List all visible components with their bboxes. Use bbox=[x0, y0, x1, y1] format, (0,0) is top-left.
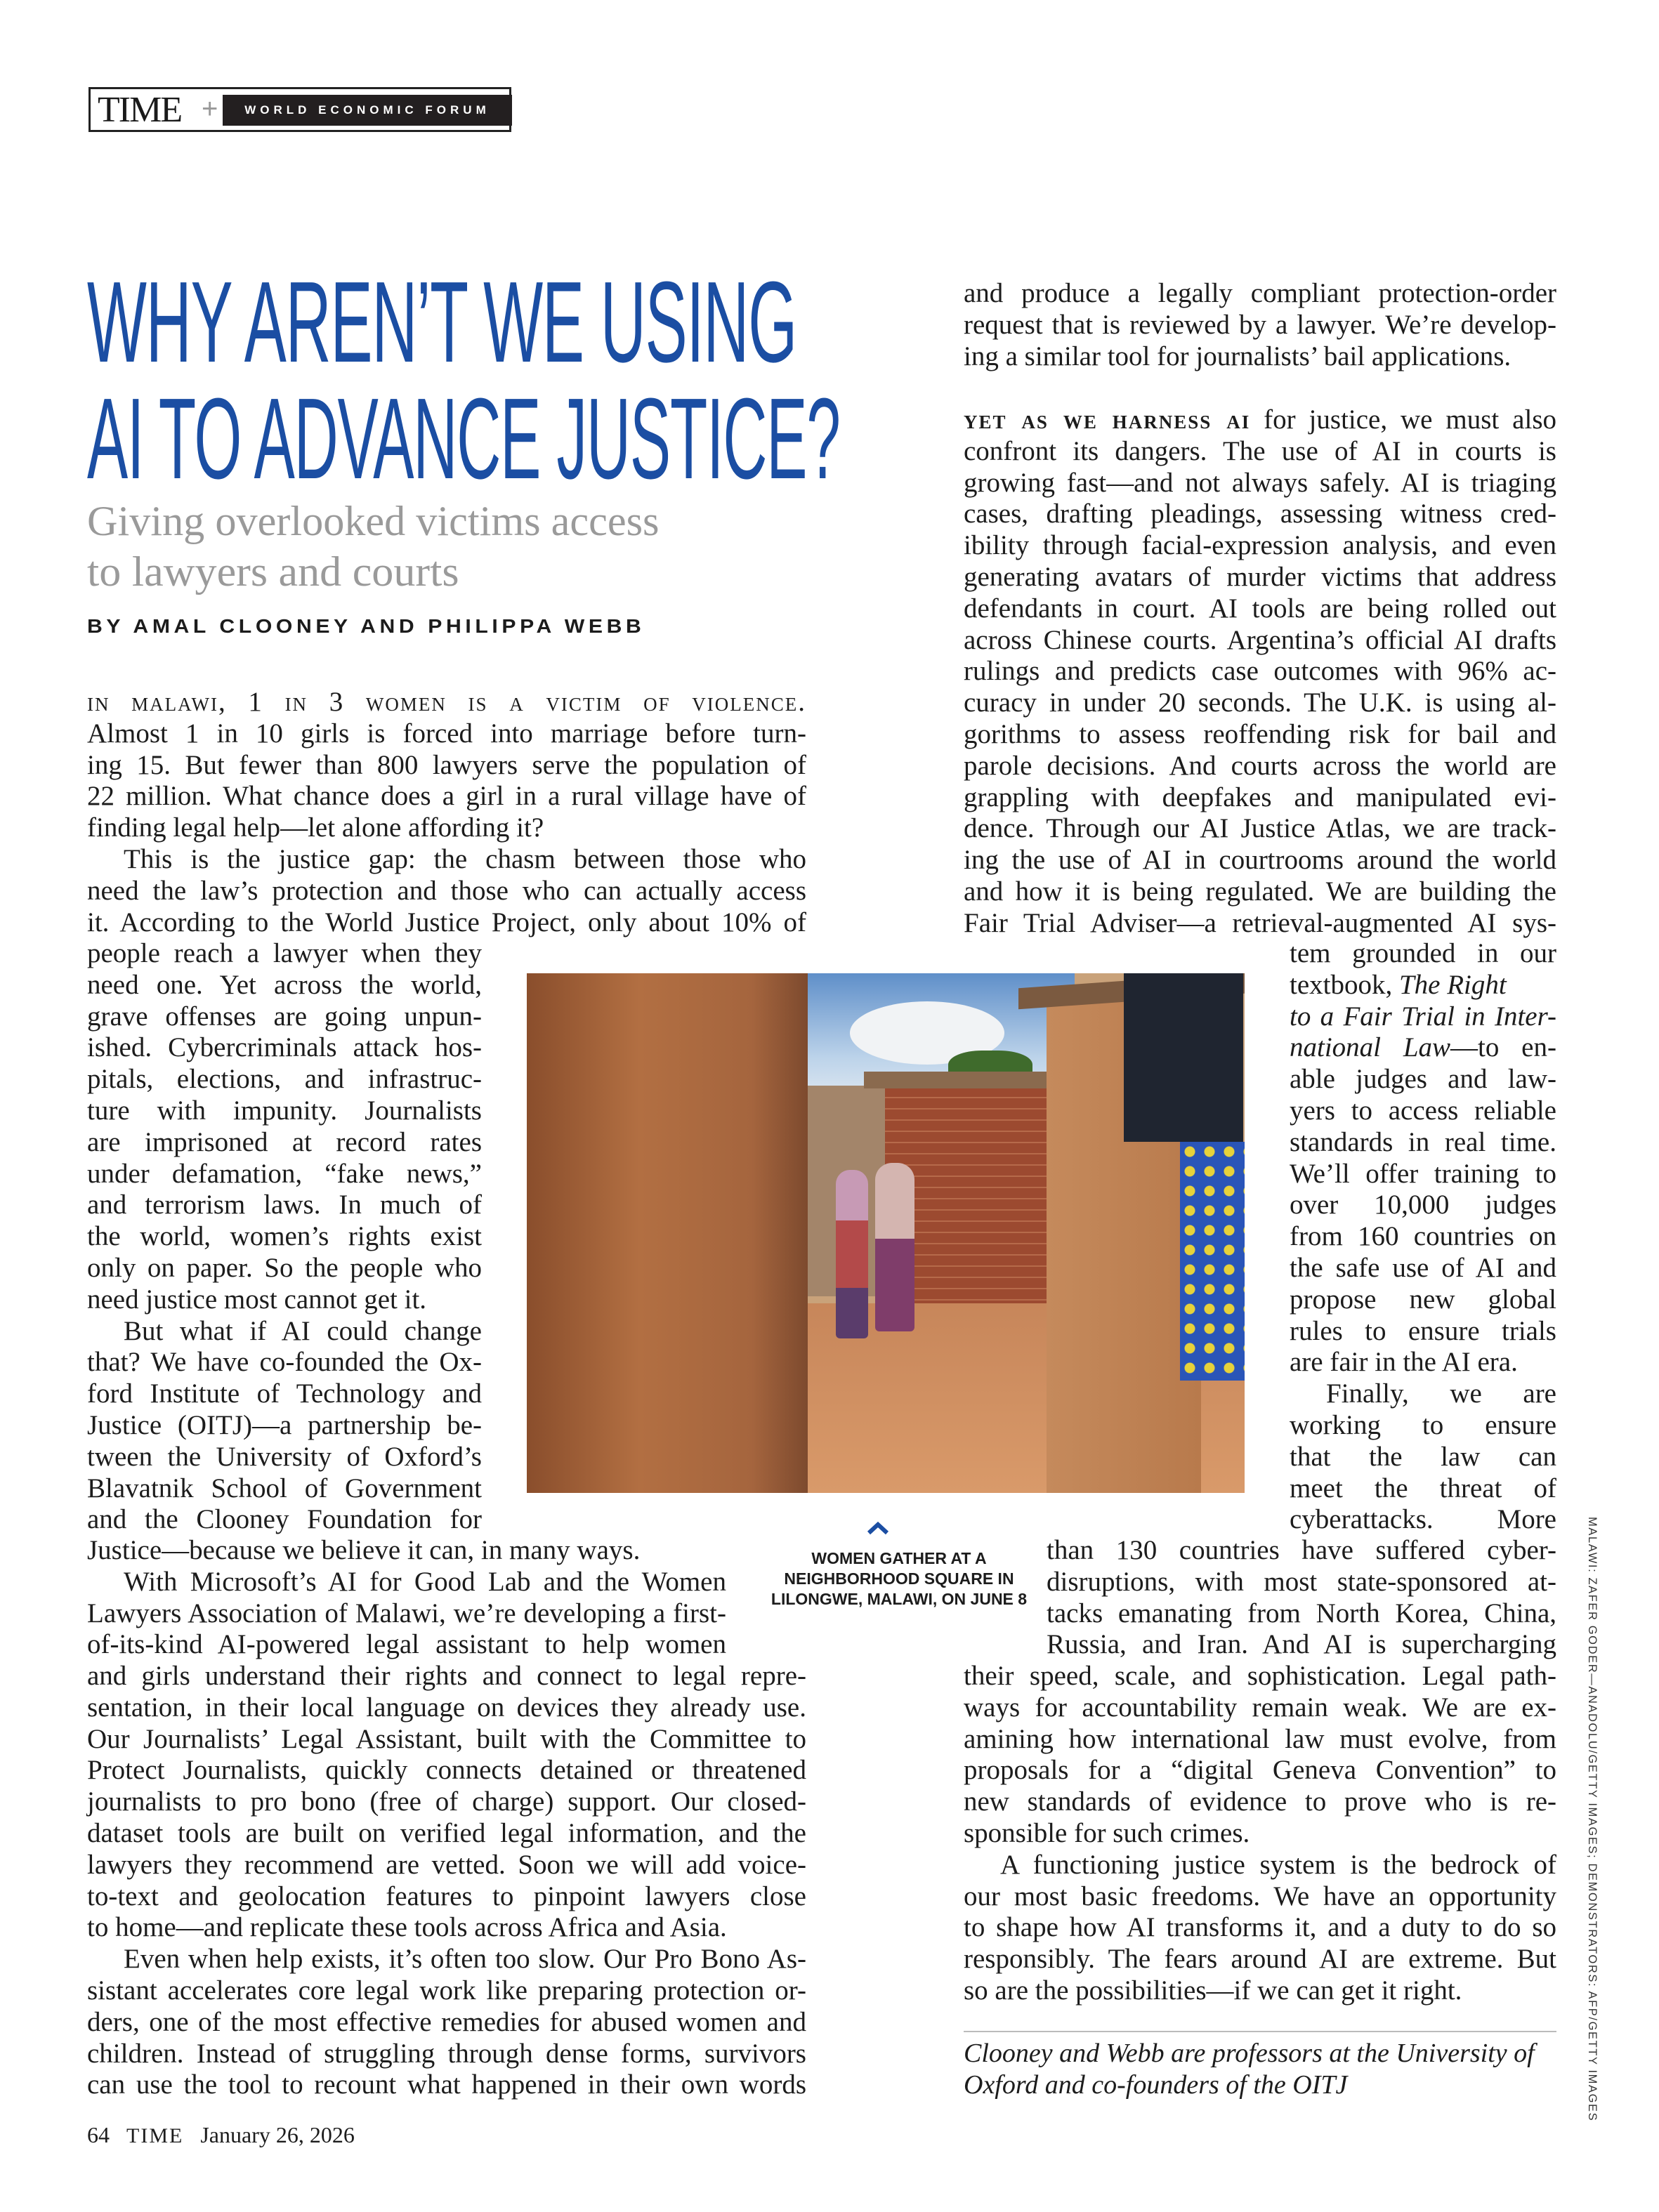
text-line: This is the justice gap: the chasm between those who bbox=[124, 843, 806, 874]
text-line: Lawyers Association of Malawi, we’re developing a first- bbox=[87, 1598, 726, 1628]
subtitle-line-2: to lawyers and courts bbox=[87, 548, 459, 595]
text-line: dence. Through our AI Justice Atlas, we are track- bbox=[964, 813, 1556, 844]
text-line: proposals for a “digital Geneva Convention” to bbox=[964, 1755, 1556, 1786]
text-line: curacy in under 20 seconds. The U.K. is using al- bbox=[964, 687, 1556, 718]
text-line: are fair in the AI era. bbox=[1290, 1347, 1518, 1378]
text-column-block bbox=[87, 938, 482, 1536]
text-line: are imprisoned at record rates bbox=[87, 1126, 482, 1157]
text-line: to shape how AI transforms it, and a duty to do so bbox=[964, 1912, 1556, 1943]
text-line: growing fast—and not always safely. AI is triaging bbox=[964, 467, 1556, 498]
byline: BY AMAL CLOONEY AND PHILIPPA WEBB bbox=[87, 615, 645, 637]
text-line: tem grounded in our bbox=[1290, 938, 1556, 968]
text-line: amining how international law must evolve, from bbox=[964, 1723, 1556, 1754]
issue-date: January 26, 2026 bbox=[200, 2122, 355, 2147]
text-line: working to ensure bbox=[1290, 1409, 1556, 1440]
text-line: defendants in court. AI tools are being rolled out bbox=[964, 593, 1556, 624]
page-number: 64 bbox=[87, 2122, 110, 2147]
plus-sign: + bbox=[202, 93, 218, 124]
text-line: cyberattacks. More bbox=[1290, 1504, 1556, 1535]
text-line: sistant accelerates core legal work like preparing protection or- bbox=[87, 1975, 806, 2006]
text-line: and terrorism laws. In much of bbox=[87, 1190, 482, 1220]
text-line: ished. Cybercriminals attack hos- bbox=[87, 1032, 482, 1063]
text-line: disruptions, with most state-sponsored at- bbox=[1047, 1566, 1556, 1597]
text-line: generating avatars of murder victims that address bbox=[964, 561, 1556, 592]
article-photo bbox=[527, 973, 1245, 1493]
text-line: propose new global bbox=[1290, 1284, 1556, 1315]
text-line: grave offenses are going unpun- bbox=[87, 1001, 482, 1032]
small-caps-lead: yet as we harness ai bbox=[964, 404, 1251, 435]
photo-woman-2 bbox=[875, 1163, 914, 1331]
text-line bbox=[1290, 970, 1556, 1001]
author-note-line-2: Oxford and co-founders of the OITJ bbox=[964, 2070, 1348, 2100]
text-line: to home—and replicate these tools across Africa and Asia. bbox=[87, 1912, 727, 1943]
text-line: and produce a legally compliant protection-order bbox=[964, 278, 1556, 308]
text-line: dataset tools are built on verified legal information, and the bbox=[87, 1817, 806, 1848]
text-line: ways for accountability remain weak. We are ex- bbox=[964, 1692, 1556, 1723]
text-line: to-text and geolocation features to pinpoint lawyers close bbox=[87, 1881, 806, 1911]
text-line: request that is reviewed by a lawyer. We’re develop- bbox=[964, 309, 1556, 340]
text-line: so are the possibilities—if we can get it right. bbox=[964, 1975, 1462, 2006]
text-line: new standards of evidence to prove who is re- bbox=[964, 1786, 1556, 1817]
text-column-block bbox=[87, 687, 806, 938]
text-line: responsibly. The fears around AI are extreme. But bbox=[964, 1944, 1556, 1975]
text-line: A functioning justice system is the bedrock of bbox=[1000, 1849, 1556, 1880]
photo-caption: WOMEN GATHER AT A NEIGHBORHOOD SQUARE IN LILONGWE, MALAWI, ON JUNE 8 bbox=[771, 1549, 1028, 1608]
text-segment: —to en- bbox=[1450, 1032, 1556, 1063]
caret-up-icon bbox=[867, 1521, 889, 1535]
text-column-block bbox=[964, 404, 1556, 940]
text-line: standards in real time. bbox=[1290, 1126, 1556, 1157]
text-line: need one. Yet across the world, bbox=[87, 969, 482, 1000]
text-line: people reach a lawyer when they bbox=[87, 938, 482, 968]
italic-text: national Law bbox=[1290, 1032, 1451, 1063]
masthead-logo bbox=[88, 87, 511, 132]
text-line: With Microsoft’s AI for Good Lab and the Women bbox=[124, 1566, 726, 1597]
text-line: rulings and predicts case outcomes with 96% ac- bbox=[964, 656, 1556, 687]
text-line bbox=[1290, 1032, 1556, 1064]
author-note-line-1: Clooney and Webb are professors at the University of bbox=[964, 2039, 1535, 2068]
text-line: sponsible for such crimes. bbox=[964, 1817, 1250, 1848]
text-line: finding legal help—let alone affording it? bbox=[87, 812, 544, 843]
divider bbox=[964, 2031, 1556, 2032]
text-line: Blavatnik School of Government bbox=[87, 1473, 482, 1503]
text-line: ing a similar tool for journalists’ bail applications. bbox=[964, 341, 1512, 371]
text-line: across Chinese courts. Argentina’s official AI drafts bbox=[964, 624, 1556, 655]
text-line: pitals, elections, and infrastruc- bbox=[87, 1064, 482, 1095]
text-line: Even when help exists, it’s often too slow. Our Pro Bono As- bbox=[124, 1944, 806, 1975]
text-line: over 10,000 judges bbox=[1290, 1190, 1556, 1220]
italic-text: to a Fair Trial in Inter- bbox=[1290, 1001, 1556, 1032]
text-line bbox=[964, 404, 1556, 436]
text-line: cases, drafting pleadings, assessing witness cred- bbox=[964, 499, 1556, 529]
text-line: it. According to the World Justice Project, only about 10% of bbox=[87, 907, 806, 937]
text-line: grappling with deepfakes and manipulated evi- bbox=[964, 782, 1556, 812]
text-line: than 130 countries have suffered cyber- bbox=[1047, 1535, 1556, 1565]
photo-credit: MALAWI: ZAFER GODER—ANADOLU/GETTY IMAGES; DEMONSTRATORS: AFP/GETTY IMAGES bbox=[1586, 1517, 1599, 2122]
text-line: rules to ensure trials bbox=[1290, 1315, 1556, 1346]
photo-roof bbox=[864, 1072, 1075, 1088]
text-line: tween the University of Oxford’s bbox=[87, 1441, 482, 1472]
text-line: Russia, and Iran. And AI is supercharging bbox=[1047, 1629, 1556, 1660]
text-line: 22 million. What chance does a girl in a rural village have of bbox=[87, 781, 806, 812]
page-footer bbox=[87, 2122, 366, 2148]
text-line: and girls understand their rights and connect to legal repre- bbox=[87, 1661, 806, 1691]
text-line: tacks emanating from North Korea, China, bbox=[1047, 1598, 1556, 1628]
text-line: lawyers they recommend are vetted. Soon we will add voice- bbox=[87, 1849, 806, 1880]
text-line: confront its dangers. The use of AI in courts is bbox=[964, 435, 1556, 466]
text-line bbox=[1290, 1001, 1556, 1033]
text-line: ders, one of the most effective remedies for abused women and bbox=[87, 2006, 806, 2037]
text-line: ing the use of AI in courtrooms around the world bbox=[964, 845, 1556, 876]
publication-name: TIME bbox=[126, 2124, 184, 2147]
text-segment: textbook, bbox=[1290, 969, 1399, 1000]
text-line: journalists to pro bono (free of charge) support. Our closed- bbox=[87, 1786, 806, 1817]
text-line: Fair Trial Adviser—a retrieval-augmented AI sys- bbox=[964, 907, 1556, 938]
text-line: gorithms to assess reoffending risk for bail and bbox=[964, 718, 1556, 749]
text-line bbox=[87, 687, 806, 718]
text-line: Our Journalists’ Legal Assistant, built with the Committee to bbox=[87, 1723, 806, 1754]
text-line: parole decisions. And courts across the world are bbox=[964, 750, 1556, 781]
text-line: Justice (OITJ)—a partnership be- bbox=[87, 1409, 482, 1440]
text-column-block bbox=[964, 1661, 1556, 2007]
text-line: can use the tool to recount what happened in their own words bbox=[87, 2069, 806, 2100]
text-column-block bbox=[87, 1661, 806, 2101]
text-line: We’ll offer training to bbox=[1290, 1158, 1556, 1189]
text-line: ing 15. But fewer than 800 lawyers serve the population of bbox=[87, 749, 806, 780]
text-line: under defamation, “fake news,” bbox=[87, 1158, 482, 1189]
text-line: But what if AI could change bbox=[124, 1315, 482, 1346]
headline-line-2: AI TO ADVANCE JUSTICE? bbox=[87, 374, 840, 503]
small-caps-lead: in malawi, 1 in 3 women is a victim of violence. bbox=[87, 687, 806, 717]
text-line: our most basic freedoms. We have an opportunity bbox=[964, 1881, 1556, 1911]
photo-left-wall bbox=[527, 973, 808, 1493]
text-line: and how it is being regulated. We are building the bbox=[964, 876, 1556, 907]
headline-line-1: WHY AREN’T WE USING bbox=[87, 258, 797, 386]
text-line: the safe use of AI and bbox=[1290, 1252, 1556, 1283]
text-line: sentation, in their local language on devices they already use. bbox=[87, 1692, 806, 1723]
text-column-block bbox=[1290, 938, 1556, 1536]
text-line: need justice most cannot get it. bbox=[87, 1284, 427, 1315]
italic-text: The Right bbox=[1398, 969, 1507, 1000]
partner-label: WORLD ECONOMIC FORUM bbox=[223, 95, 512, 126]
text-line: meet the threat of bbox=[1290, 1473, 1556, 1503]
text-column-block bbox=[87, 1535, 726, 1661]
text-line: that the law can bbox=[1290, 1441, 1556, 1472]
text-line: children. Instead of struggling through dense forms, survivors bbox=[87, 2038, 806, 2069]
text-segment: for justice, we must also bbox=[1250, 404, 1556, 435]
text-line: ford Institute of Technology and bbox=[87, 1378, 482, 1409]
text-line: need the law’s protection and those who can actually access bbox=[87, 875, 806, 906]
text-line: Justice—because we believe it can, in many ways. bbox=[87, 1535, 641, 1565]
text-line: only on paper. So the people who bbox=[87, 1252, 482, 1283]
text-line: Almost 1 in 10 girls is forced into marriage before turn- bbox=[87, 718, 806, 749]
text-line: Finally, we are bbox=[1326, 1378, 1556, 1409]
text-line: able judges and law- bbox=[1290, 1064, 1556, 1095]
text-line: ibility through facial-expression analysis, and even bbox=[964, 530, 1556, 561]
subtitle-line-1: Giving overlooked victims access bbox=[87, 498, 660, 544]
text-column-block bbox=[1047, 1535, 1556, 1661]
text-line: and the Clooney Foundation for bbox=[87, 1504, 482, 1535]
text-line: from 160 countries on bbox=[1290, 1221, 1556, 1252]
text-line: that? We have co-founded the Ox- bbox=[87, 1347, 482, 1378]
text-line: Protect Journalists, quickly connects detained or threatened bbox=[87, 1755, 806, 1786]
photo-dotted-fabric bbox=[1180, 1142, 1245, 1381]
text-line: ture with impunity. Journalists bbox=[87, 1095, 482, 1126]
photo-hanging-cloth bbox=[1124, 973, 1243, 1142]
time-logo: TIME bbox=[98, 90, 182, 130]
text-column-block bbox=[964, 278, 1556, 372]
text-line: the world, women’s rights exist bbox=[87, 1221, 482, 1252]
text-line: their speed, scale, and sophistication. Legal path- bbox=[964, 1661, 1556, 1691]
text-line: of-its-kind AI-powered legal assistant to help women bbox=[87, 1629, 726, 1660]
text-line: yers to access reliable bbox=[1290, 1095, 1556, 1126]
photo-woman-1 bbox=[836, 1170, 868, 1338]
